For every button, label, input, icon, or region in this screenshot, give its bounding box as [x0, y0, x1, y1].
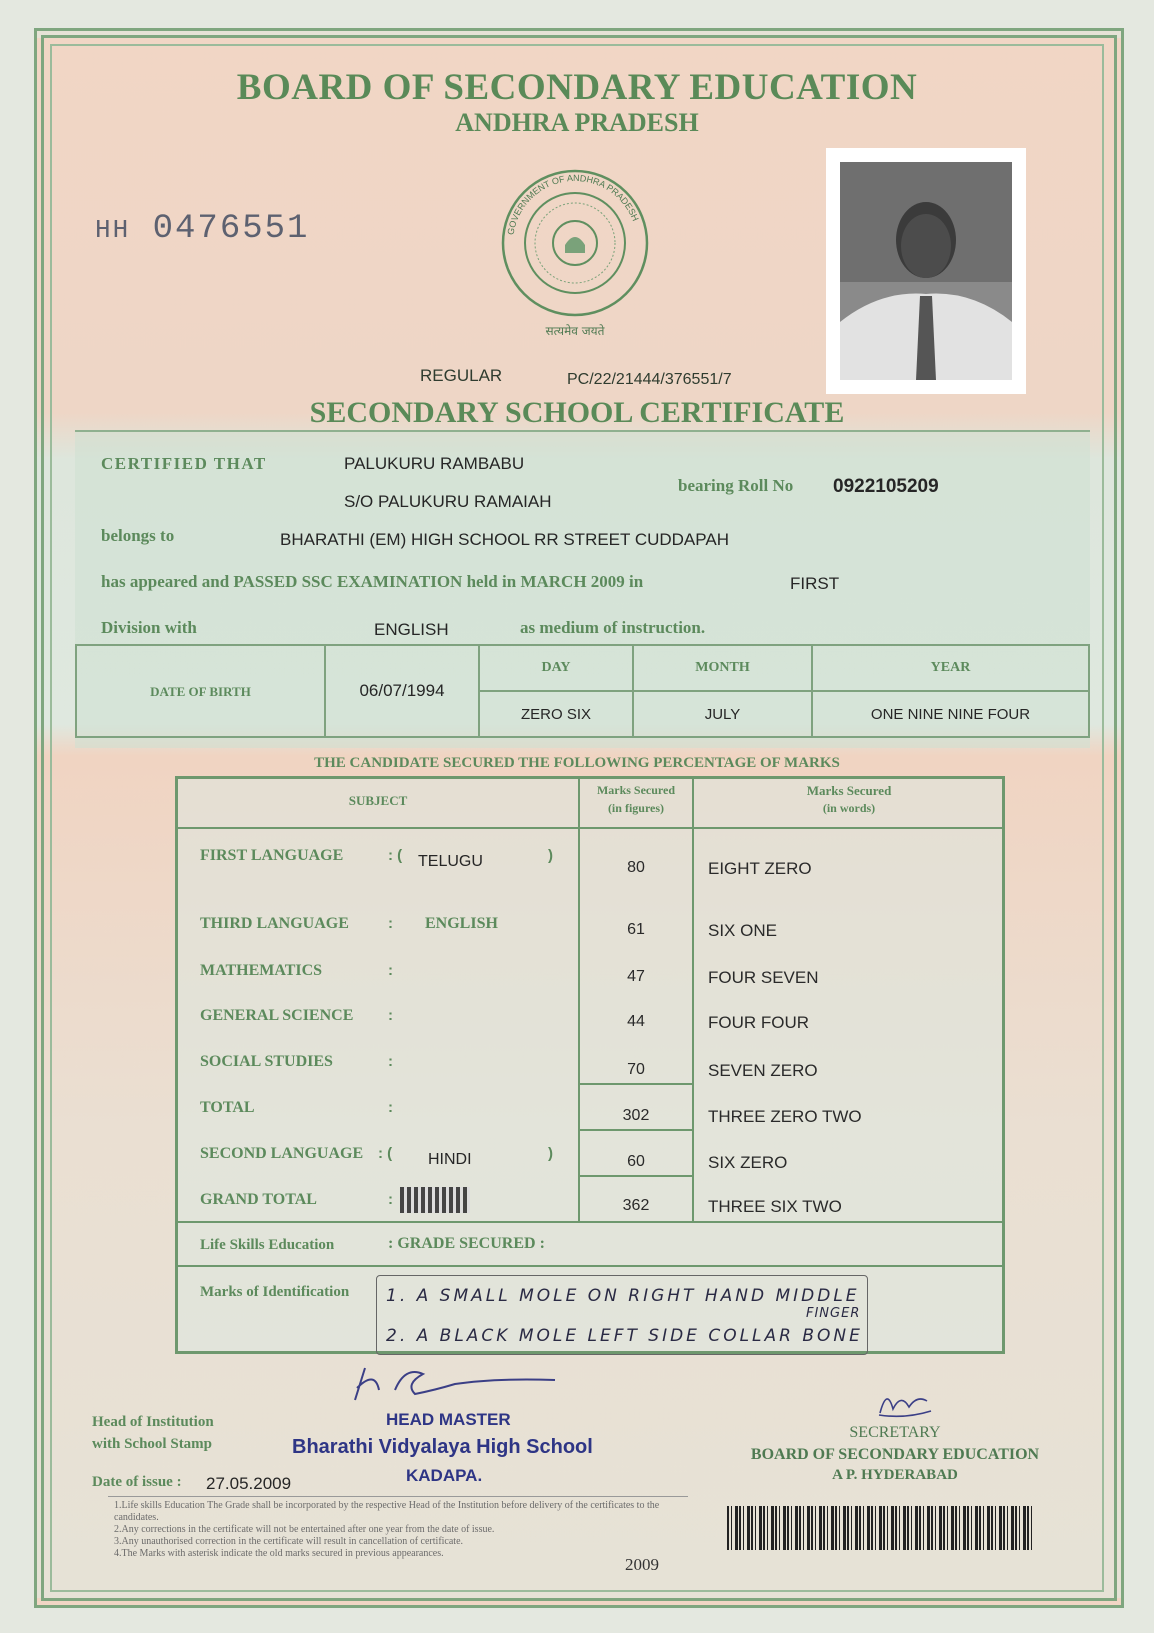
col-subject: SUBJECT: [348, 793, 408, 808]
belongs-label: belongs to: [101, 526, 175, 545]
first-language-detail: TELUGU: [418, 853, 483, 870]
marks-table: [175, 776, 1005, 1354]
dob-year-label: YEAR: [812, 645, 1089, 691]
notes-block: [114, 1500, 684, 1560]
head-label-1: Head of Institution: [92, 1414, 214, 1430]
barcode-icon: [727, 1506, 1032, 1550]
svg-text:GOVERNMENT OF ANDHRA PRADESH: GOVERNMENT OF ANDHRA PRADESH: [505, 172, 641, 236]
fig-total: 302: [622, 1107, 650, 1124]
identification-rule: [178, 1265, 1002, 1267]
certificate-title: SECONDARY SCHOOL CERTIFICATE: [309, 396, 845, 429]
life-skills-label: Life Skills Education: [200, 1237, 335, 1253]
exam-type: REGULAR: [420, 366, 503, 385]
words-third-language: SIX ONE: [708, 921, 777, 940]
paren: ): [548, 1145, 553, 1162]
secretary-place: A P. HYDERABAD: [832, 1467, 958, 1483]
note-2: 2.Any corrections in the certificate will not be entertained after one year from the date of issue.: [114, 1524, 495, 1535]
colon: :: [388, 1191, 393, 1208]
stamp-head-master: HEAD MASTER: [386, 1410, 511, 1429]
fig-grand-total: 362: [622, 1197, 650, 1214]
state-emblem-icon: [495, 163, 655, 341]
fig-first-language: 80: [627, 859, 645, 876]
words-total: THREE ZERO TWO: [708, 1107, 862, 1126]
colon: :: [388, 1007, 393, 1024]
subject-general-science: GENERAL SCIENCE: [200, 1007, 354, 1024]
board-title: BOARD OF SECONDARY EDUCATION: [236, 67, 918, 108]
notes-rule: [108, 1496, 688, 1497]
identification-mark-1: 1. A SMALL MOLE ON RIGHT HAND MIDDLE: [386, 1286, 860, 1306]
subject-grand-total: GRAND TOTAL: [200, 1191, 317, 1208]
svg-text:सत्यमेव जयते: सत्यमेव जयते: [545, 324, 605, 338]
second-language-detail: HINDI: [428, 1151, 472, 1168]
words-general-science: FOUR FOUR: [708, 1013, 810, 1032]
colon: : (: [378, 1145, 393, 1162]
colon: : (: [388, 847, 403, 864]
stamp-school-name: Bharathi Vidyalaya High School: [292, 1436, 593, 1458]
dob-value: 06/07/1994: [325, 645, 479, 737]
dob-day: ZERO SIX: [479, 691, 633, 737]
fig-second-language: 60: [627, 1153, 645, 1170]
secretary-signature-icon: [875, 1385, 935, 1419]
dob-label: DATE OF BIRTH: [76, 645, 325, 737]
grade-secured-label: : GRADE SECURED :: [388, 1235, 545, 1252]
candidate-photo: [826, 148, 1026, 394]
colon: :: [388, 1053, 393, 1070]
fig-third-language: 61: [627, 921, 645, 938]
words-grand-total: THREE SIX TWO: [708, 1197, 842, 1216]
school-name: BHARATHI (EM) HIGH SCHOOL RR STREET CUDDAPAH: [280, 530, 729, 549]
identification-mark-1b: FINGER: [806, 1306, 861, 1321]
colon: :: [388, 915, 393, 932]
col-divider-2: [692, 779, 694, 1221]
passed-line: has appeared and PASSED SSC EXAMINATION held in MARCH 2009 in: [101, 572, 644, 591]
identification-mark-2: 2. A BLACK MOLE LEFT SIDE COLLAR BONE: [386, 1326, 863, 1346]
issue-label: Date of issue :: [92, 1474, 182, 1490]
note-4: 4.The Marks with asterisk indicate the old marks secured in previous appearances.: [114, 1548, 444, 1559]
third-language-detail: ENGLISH: [425, 915, 498, 932]
subject-second-language: SECOND LANGUAGE: [200, 1145, 364, 1162]
serial-number: HH 0476551: [95, 210, 310, 248]
second-lang-rule: [580, 1129, 692, 1131]
dob-day-label: DAY: [479, 645, 633, 691]
state-title: ANDHRA PRADESH: [455, 108, 699, 137]
subject-mathematics: MATHEMATICS: [200, 962, 323, 979]
exam-code: PC/22/21444/376551/7: [567, 371, 732, 388]
words-social-studies: SEVEN ZERO: [708, 1061, 818, 1080]
fig-general-science: 44: [627, 1013, 645, 1030]
subject-social-studies: SOCIAL STUDIES: [200, 1053, 333, 1070]
words-mathematics: FOUR SEVEN: [708, 968, 819, 987]
division-value: FIRST: [790, 574, 840, 593]
secretary-title: SECRETARY: [849, 1424, 941, 1441]
words-first-language: EIGHT ZERO: [708, 859, 812, 878]
parent-name: S/O PALUKURU RAMAIAH: [344, 492, 552, 511]
division-label: Division with: [101, 618, 197, 637]
fig-mathematics: 47: [627, 968, 645, 985]
dob-month: JULY: [633, 691, 812, 737]
fig-social-studies: 70: [627, 1061, 645, 1078]
grand-total-rule: [580, 1175, 692, 1177]
identification-label: Marks of Identification: [200, 1284, 350, 1300]
words-second-language: SIX ZERO: [708, 1153, 788, 1172]
marks-heading: THE CANDIDATE SECURED THE FOLLOWING PERCENTAGE OF MARKS: [314, 755, 840, 771]
col-words: Marks Secured: [806, 783, 892, 798]
col-fig-sub: (in figures): [607, 801, 665, 815]
col-words-sub: (in words): [822, 801, 876, 815]
secretary-board: BOARD OF SECONDARY EDUCATION: [750, 1446, 1040, 1463]
head-label-2: with School Stamp: [92, 1436, 213, 1452]
total-rule: [580, 1083, 692, 1085]
candidate-name: PALUKURU RAMBABU: [344, 454, 525, 473]
dob-year: ONE NINE NINE FOUR: [812, 691, 1089, 737]
note-1: 1.Life skills Education The Grade shall be incorporated by the respective Head of the Institution before delivery of the certificates to the candidates.: [114, 1500, 660, 1523]
subject-third-language: THIRD LANGUAGE: [200, 915, 349, 932]
subject-total: TOTAL: [200, 1099, 255, 1116]
colon: :: [388, 962, 393, 979]
subject-first-language: FIRST LANGUAGE: [200, 847, 344, 864]
dob-month-label: MONTH: [633, 645, 812, 691]
medium-value: ENGLISH: [374, 620, 449, 639]
medium-label: as medium of instruction.: [520, 618, 706, 637]
issue-date: 27.05.2009: [206, 1474, 292, 1493]
dob-table: [75, 644, 1090, 738]
stamp-place: KADAPA.: [406, 1466, 483, 1485]
certified-label: CERTIFIED THAT: [101, 454, 267, 473]
roll-number: 0922105209: [833, 476, 939, 497]
life-skills-rule: [178, 1221, 1002, 1223]
colon: :: [388, 1099, 393, 1116]
paren: ): [548, 847, 553, 864]
stamp-mark-icon: [400, 1187, 470, 1213]
person-photo-icon: [840, 162, 1012, 380]
col-fig: Marks Secured: [596, 783, 676, 797]
footer-year: 2009: [625, 1555, 659, 1574]
note-3: 3.Any unauthorised correction in the certificate will result in cancellation of certificate.: [114, 1536, 464, 1547]
roll-label: bearing Roll No: [678, 476, 794, 495]
